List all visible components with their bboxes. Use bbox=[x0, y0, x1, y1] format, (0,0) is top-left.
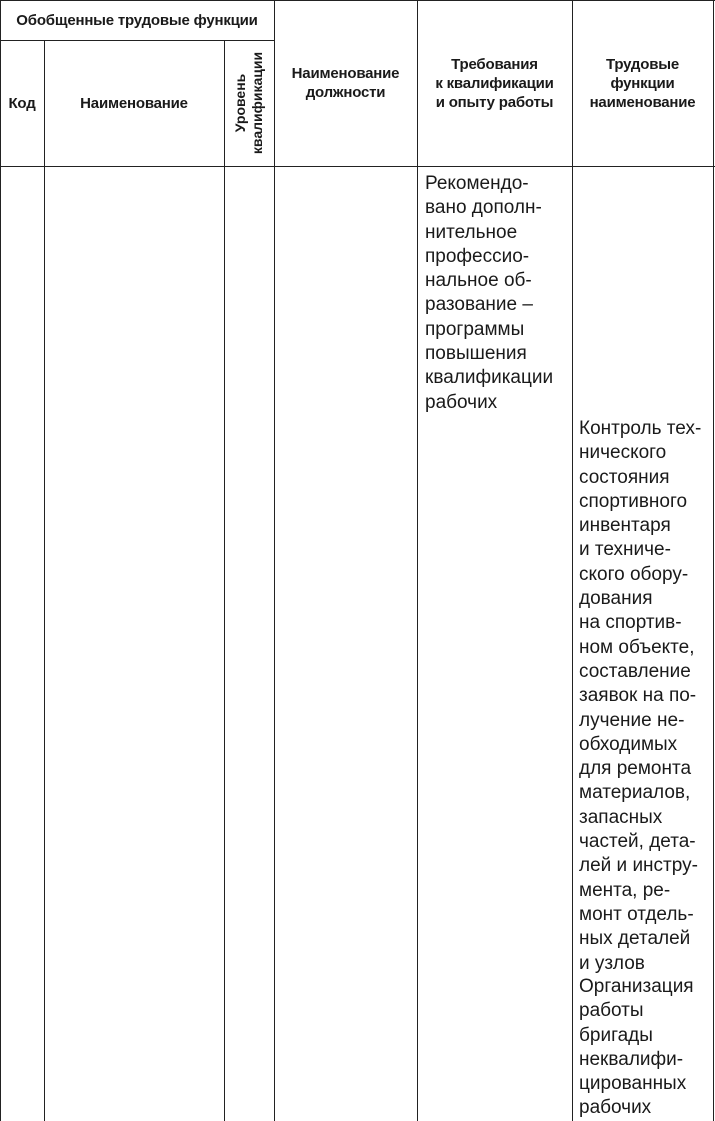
requirements-cell: Рекомендо- вано дополн- нительное профессио- нальное об- разование – программы повышения квалификации рабочих bbox=[425, 173, 554, 413]
column-divider bbox=[572, 0, 573, 1121]
table-border-right bbox=[713, 0, 714, 1121]
level-text: Уровень квалификации bbox=[232, 51, 265, 155]
function-cell-2: Организация работы бригады неквалифи- цированных рабочих bbox=[579, 976, 694, 1119]
column-divider bbox=[417, 0, 418, 1121]
header-position: Наименование должности bbox=[291, 65, 400, 101]
header-code bbox=[0, 40, 44, 166]
column-divider bbox=[274, 0, 275, 1121]
column-divider bbox=[44, 40, 45, 1121]
function-cell-1: Контроль тех- нического состояния спортивного инвентаря и техниче- ского обору- дования на спортив- ном объекте, составление заявок на по- лучение не- обходимых для ремонта материалов, запасных частей, дета- лей и инстру- мента, ре- монт отдель- ных деталей и узлов bbox=[579, 418, 702, 974]
name-text: Наименование bbox=[80, 94, 188, 112]
code-text: Код bbox=[8, 94, 36, 112]
group-title-text: Обобщенные трудовые функции bbox=[16, 11, 258, 29]
header-name bbox=[44, 40, 224, 166]
header-functions: Трудовые функции наименование bbox=[589, 55, 696, 111]
header-level bbox=[224, 40, 274, 166]
column-divider bbox=[224, 40, 225, 1121]
header-group-title bbox=[0, 0, 274, 40]
header-requirements: Требования к квалификации и опыту работы bbox=[435, 55, 554, 111]
header-bottom-divider bbox=[0, 166, 715, 167]
table-border-left bbox=[0, 0, 1, 1121]
